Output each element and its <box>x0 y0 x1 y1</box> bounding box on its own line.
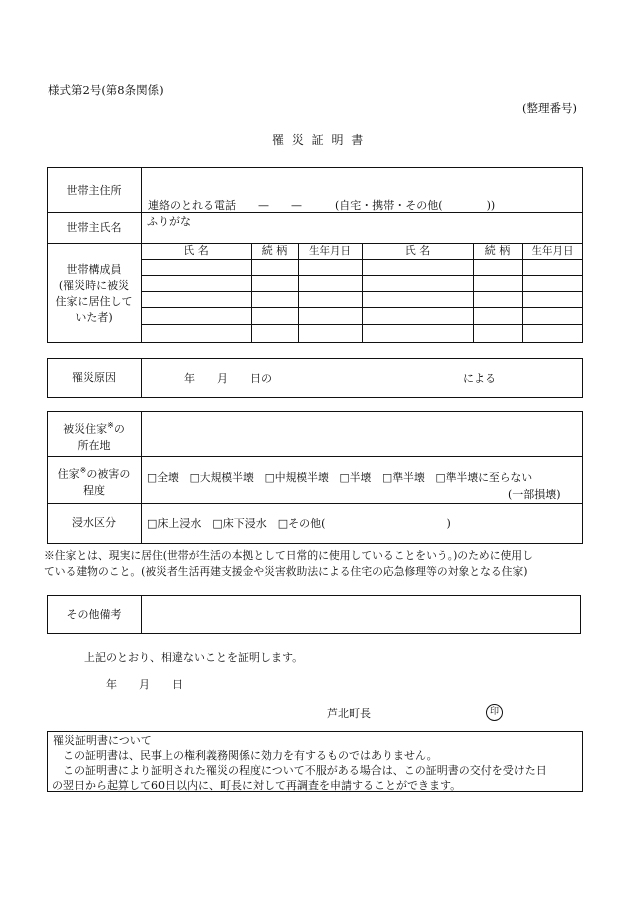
degree-note: (一部損壊) <box>508 488 561 501</box>
members-label-line: いた者) <box>75 311 113 324</box>
location-label-text: 所在地 <box>77 438 111 452</box>
location-label-text: の <box>113 422 125 436</box>
degree-label-text: 住家 <box>57 467 80 481</box>
location-label-text: 被災住家 <box>63 422 108 436</box>
column-header-name: 氏 名 <box>183 244 209 257</box>
location-label <box>47 418 141 454</box>
column-header-birthdate: 生年月日 <box>309 245 351 257</box>
issuer-title: 芦北町長 <box>327 707 371 720</box>
remarks-label: その他備考 <box>66 608 122 621</box>
reference-number: (整理番号) <box>522 101 577 115</box>
form-number: 様式第2号(第8条関係) <box>48 83 164 97</box>
notice-line: この証明書により証明された罹災の程度について不服がある場合は、この証明書の交付を受けた日 <box>52 764 547 777</box>
furigana-label: ふりがな <box>147 215 191 228</box>
name-label: 世帯主氏名 <box>66 221 122 234</box>
members-label <box>47 262 141 326</box>
degree-label <box>47 463 141 499</box>
cause-suffix: による <box>463 372 496 385</box>
certification-date: 年 月 日 <box>106 678 183 691</box>
degree-label-text: の被害の <box>86 467 131 481</box>
degree-label-mark: ※ <box>79 466 87 475</box>
notice-line: の翌日から起算して60日以内に、町長に対して再調査を申請することができます。 <box>52 779 462 792</box>
column-header-relation: 続 柄 <box>484 244 511 257</box>
cause-label: 罹災原因 <box>72 371 116 384</box>
members-label-line: 住家に居住して <box>55 295 133 308</box>
degree-label-text: 程度 <box>83 483 105 497</box>
flood-label: 浸水区分 <box>72 516 116 529</box>
notice-line: この証明書は、民事上の権利義務関係に効力を有するものではありません。 <box>52 749 438 762</box>
phone-line: 連絡のとれる電話 — — (自宅・携帯・その他( )) <box>148 199 496 212</box>
column-header-birthdate: 生年月日 <box>531 245 574 257</box>
flood-options[interactable]: □床上浸水 □床下浸水 □その他( ) <box>147 517 451 530</box>
degree-options[interactable]: □全壊 □大規模半壊 □中規模半壊 □半壊 □準半壊 □準半壊に至らない <box>147 471 533 484</box>
column-header-name: 氏 名 <box>404 244 431 257</box>
page-title: 罹 災 証 明 書 <box>272 133 366 147</box>
seal-stamp: 印 <box>486 704 503 721</box>
members-label-line: (罹災時に被災 <box>58 279 130 292</box>
footnote-line: ている建物のこと。(被災者生活再建支援金や災害救助法による住宅の応急修理等の対象となる住家) <box>44 565 528 578</box>
column-header-relation: 続 柄 <box>261 244 288 257</box>
address-label: 世帯主住所 <box>66 184 122 197</box>
footnote-line: ※住家とは、現実に居住(世帯が生活の本拠として日常的に使用していることをいう。)のために使用し <box>44 549 533 562</box>
notice-title: 罹災証明書について <box>53 734 152 747</box>
location-label-mark: ※ <box>107 421 114 430</box>
members-label-line: 世帯構成員 <box>66 263 122 276</box>
cause-date: 年 月 日の <box>184 372 272 385</box>
certification-statement: 上記のとおり、相違ないことを証明します。 <box>84 651 304 664</box>
